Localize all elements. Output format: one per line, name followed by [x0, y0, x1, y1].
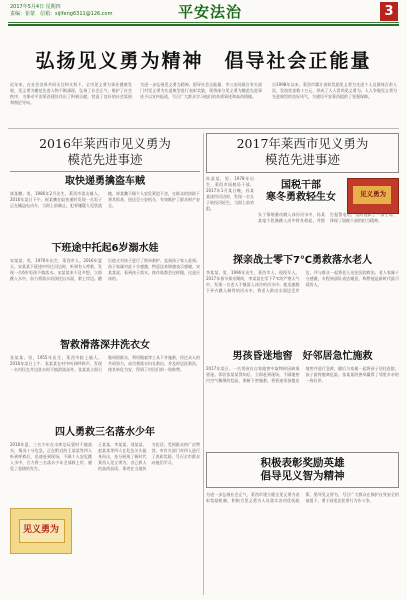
story-title: 四人勇救三名落水少年 — [55, 427, 155, 438]
left-column-title-1: 2016年莱西市见义勇为 — [39, 136, 171, 151]
story-block — [206, 176, 399, 250]
left-title-rule — [10, 171, 200, 172]
story-text: 2016年夏，三名少年在水库边玩耍时不慎落水，情况十分危急。正在附近的王某某等四人听到呼救后，迅速赶到现场，不顾个人安危跳入水中，合力将三名落水少年全部救上岸，避免了悲剧的发生。 — [10, 442, 92, 471]
intro-divider — [8, 128, 399, 129]
left-column — [10, 133, 200, 596]
story-text: 张某某，男，1955年出生，莱西市院上镇人。2016年某日上午，张某某在村中听到呼救声，发现一名村民在井边洗衣时不慎滑落深井。张某某立即召集周围群众，利用绳索等工具下井施救，经过众人的共同努力，成功将落水妇女救出，并及时送医救治，使其转危为安，得到了村民们的一致称赞。 — [10, 355, 200, 372]
right-column-title-1: 2017年莱西市见义勇为 — [236, 136, 369, 151]
story-title: 智救滑落深井洗衣女 — [60, 340, 150, 351]
right-title-box — [206, 133, 399, 173]
left-column-title-2: 模范先进事迹 — [67, 152, 143, 167]
story-title: 取快递勇擒盗车贼 — [65, 176, 145, 187]
right-column — [206, 133, 399, 596]
intro-text-3: 自1998年以来，莱西市累计表彰奖励见义勇为先进个人及群体百余人次，发放奖金数十万元，形成了人人崇尚见义勇为、人人争做见义勇为先进典型的良好风气，为建设平安莱西提供了坚强保障。 — [272, 82, 397, 99]
story-text: 2017年某日，一名男孩在自家地窖中取物时因缺氧昏迷。邻居张某某得知后，立即赶到现场，不顾地窖内空气稀薄的危险，果断下窖施救，将昏迷男孩抱出地窖并进行急救，随后与家属一起将孩子送往医院，孩子最终脱离危险。张某某的善举赢得了邻里乡亲的一致好评。 — [206, 366, 399, 383]
issue-date: 2017年5月4日 星期四 — [10, 4, 61, 10]
banner-text: 为进一步弘扬社会正气，莱西市建立健全见义勇为表彰奖励机制，积极为见义勇为人员落实各项优抚政策，倡导见义智为，号召广大群众在保护自身安全的前提下，勇于同违法犯罪行为作斗争。 — [206, 492, 399, 503]
intro-text-1: 近年来，在社会各界共同关注和支持下，全市见义勇为事业健康发展，见义勇为模范先进人物不断涌现，弘扬了社会正气，维护了社会秩序，为推动平安莱西建设作出了积极贡献，营造了良好的社会氛围和舆论导向。 — [10, 82, 132, 105]
story-text: 宋某某，男，1976年出生，莱西市人。2016年夏天，宋某某下班途中经过河边时，听到有人呼救，发现一名6岁男孩不慎落水。宋某某来不及多想，立即跳入水中，奋力将落水男孩托出水面，救上岸边。随后他又对孩子进行了简单救护，直到孩子家人赶到。孩子家属对此十分感激，特意送来锦旗表示感谢。宋某某说，看到孩子落水，换作谁都会这样做，这是应该的。 — [10, 258, 200, 281]
page-headline: 弘扬见义勇为精神 倡导社会正能量 — [35, 50, 372, 72]
section-title: 平安法治 — [177, 3, 242, 21]
photo-caption: 见义勇为 — [360, 190, 386, 198]
intro-text-2: 为进一步弘扬见义勇为精神，倡导社会正能量，市公安局联合有关部门对见义勇为先进典型进行表彰奖励，现将部分见义勇为模范先进事迹予以宣传报道，号召广大群众学习他们的英勇事迹和高尚情操。 — [140, 82, 262, 99]
masthead-divider-thick — [8, 24, 399, 26]
story-title-line1: 国税干部 — [281, 180, 321, 191]
story-text: 孙某某，男，1978年出生，莱西市国税局干部。2017年1月某日晚，孙某某途经河边时，发现一名女子欲投河轻生，当即上前劝阻。 — [206, 176, 254, 211]
column-divider — [203, 133, 204, 595]
bottom-banner-line2: 倡导见义智为精神 — [260, 470, 345, 482]
story-text: 李某某，男，1996年出生，莱西市人，现役军人。2017年春节探亲期间，李某某在零下7℃的严寒天气中，发现一名老人不慎落入冰冷的河水中。他迅速脱下外衣跳入刺骨的河水中，将老人救出水面送至岸边，并与群众一起将老人送往医院救治。老人家属十分感激，专程到部队表达谢意，称赞他是新时代最可爱的人。 — [206, 270, 399, 293]
award-photo — [347, 178, 399, 214]
right-column-title-2: 模范先进事迹 — [264, 152, 340, 167]
story-title: 探亲战士零下7℃勇救落水老人 — [232, 255, 373, 266]
photo-caption: 见义勇为 — [22, 525, 59, 535]
editor-info: 责编：崔蒙 信箱：sijifeng6311@126.com — [10, 11, 113, 17]
story-title: 下班途中托起6岁溺水娃 — [51, 243, 159, 254]
story-text: 王某某、李某某、刘某某、赵某某等四人在危急关头挺身而出，充分展现了新时代莱西人见义勇为、舍己救人的高尚品质，事迹在当地传为佳话，受到群众的广泛赞誉。市有关部门对四人进行了表彰奖励，号召全市群众向他们学习。 — [98, 442, 200, 471]
bottom-banner — [206, 452, 399, 488]
story-title: 男孩昏迷地窖 好邻居急忙施救 — [232, 351, 373, 362]
story-text: 女子情绪激动跳入冰冷河水中，孙某某毫不犹豫跳入河中将其救起，并拨打报警电话，及时挽救了一条生命，体现了国税干部的担当精神。 — [258, 212, 397, 223]
page-number: 3 — [380, 2, 398, 21]
story-heading — [258, 180, 344, 204]
award-photo — [10, 508, 72, 554]
story-block — [10, 442, 200, 554]
story-text: 崔某鹏，男，1986年2月出生，莱西市姜山镇人。2016年某日下午，崔某鹏在取快递时发现一名男子正在撬盗电动车，当即上前制止。犯罪嫌疑人见状逃跑，崔某鹏不顾个人安危紧追不舍，在群众的协助下将其抓获，扭送至公安机关，有效维护了群众财产安全。 — [10, 191, 200, 208]
bottom-banner-line1: 积极表彰奖励英雄 — [260, 457, 345, 469]
story-title-line2: 寒冬勇救轻生女 — [266, 192, 336, 203]
masthead-divider — [8, 22, 399, 23]
